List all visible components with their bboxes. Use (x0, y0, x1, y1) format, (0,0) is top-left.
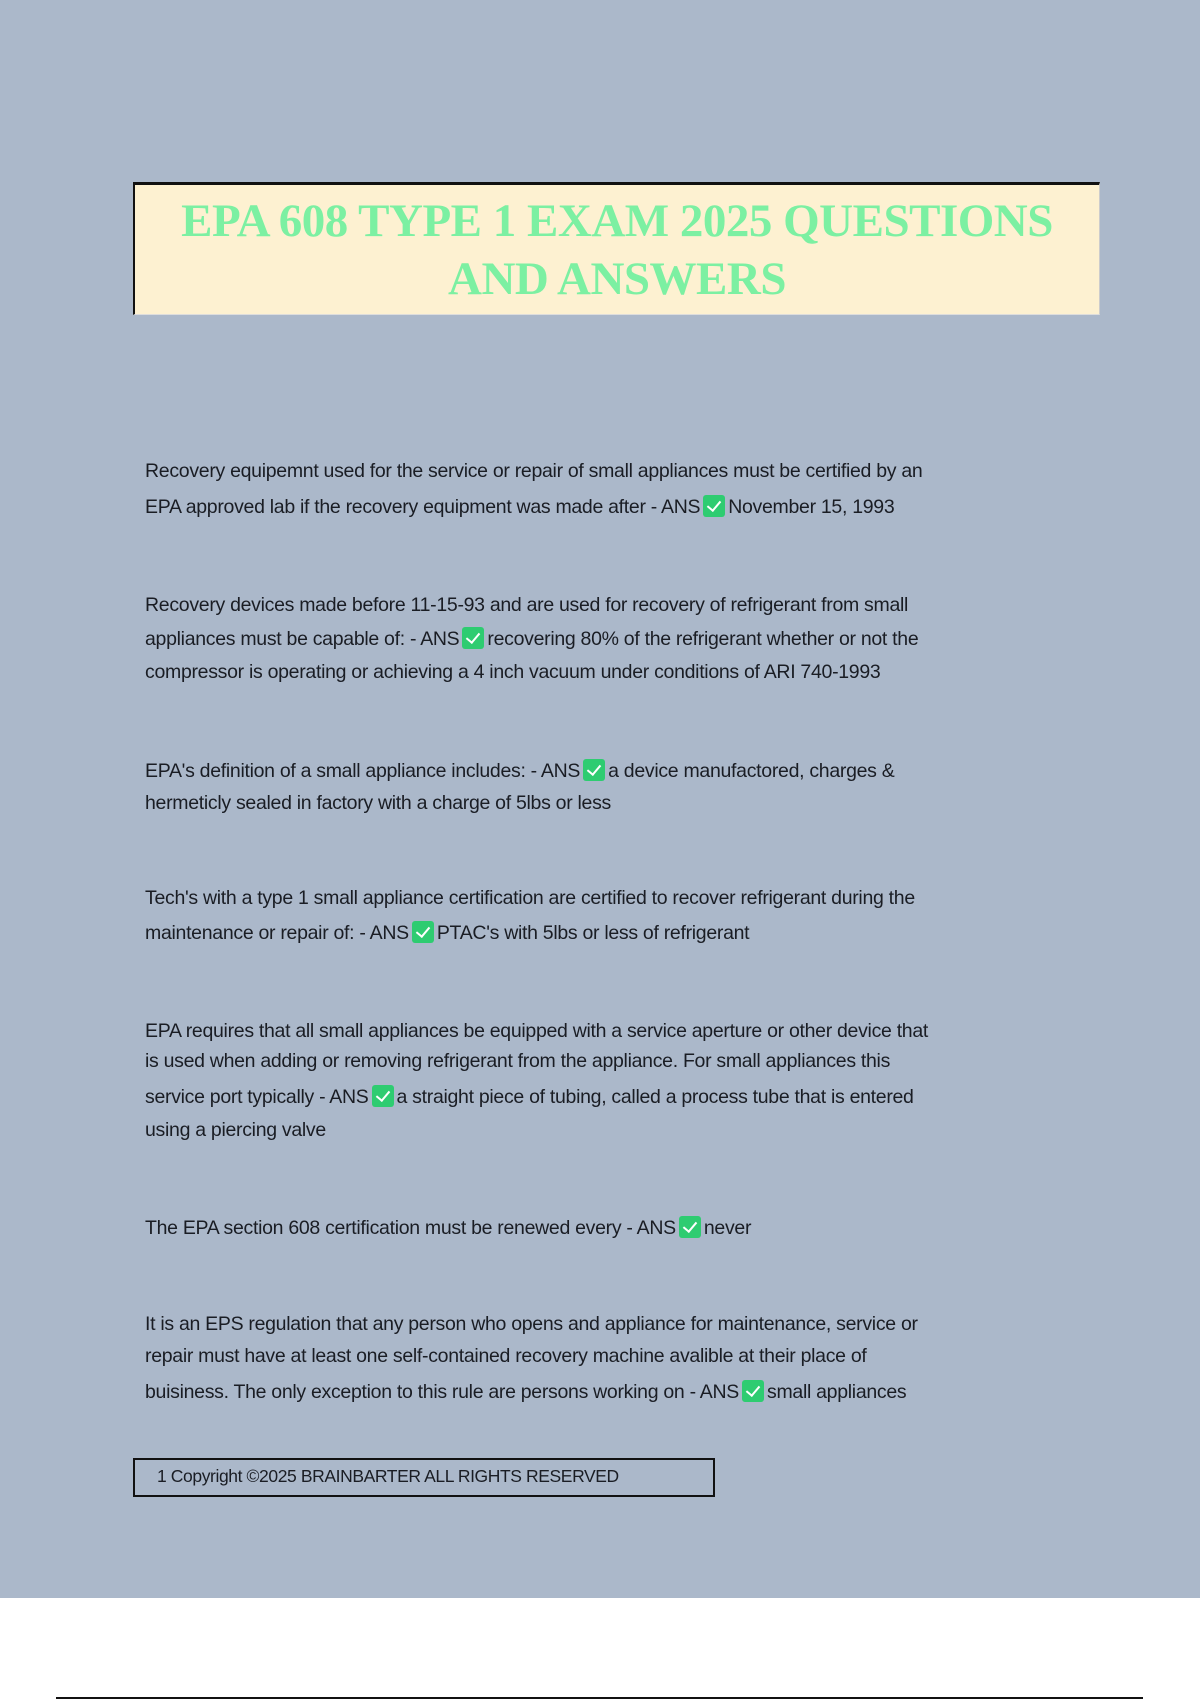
checkmark-icon (742, 1380, 764, 1402)
checkmark-icon (679, 1216, 701, 1238)
page-title-line-2: AND ANSWERS (448, 253, 786, 305)
question-1-answer-line (145, 494, 894, 520)
question-2-answer-line (145, 626, 918, 652)
answer-text: small appliances (767, 1381, 907, 1403)
checkmark-icon (703, 495, 725, 517)
title-banner (133, 182, 1100, 315)
question-5-answer-continued: using a piercing valve (145, 1119, 326, 1141)
question-5-line-1: EPA requires that all small appliances be equipped with a service aperture or other device that (145, 1020, 929, 1042)
answer-text: never (703, 1217, 752, 1239)
question-text: buisiness. The only exception to this rule are persons working on - ANS (145, 1381, 739, 1403)
checkmark-icon (372, 1085, 394, 1107)
question-2-line-1: Recovery devices made before 11-15-93 and are used for recovery of refrigerant from small (145, 594, 909, 616)
question-6-answer-line (145, 1215, 751, 1241)
checkmark-icon (583, 759, 605, 781)
answer-text: recovering 80% of the refrigerant whether or not the (487, 628, 919, 650)
question-text: maintenance or repair of: - ANS (145, 922, 409, 944)
answer-text: November 15, 1993 (728, 496, 895, 518)
copyright-text: 1 Copyright ©2025 BRAINBARTER ALL RIGHTS RESERVED (157, 1466, 619, 1486)
copyright-footer (133, 1458, 715, 1497)
checkmark-icon (462, 627, 484, 649)
question-4-answer-line (145, 920, 749, 946)
question-7-line-1: It is an EPS regulation that any person who opens and appliance for maintenance, service or (145, 1313, 918, 1335)
question-3-answer-continued: hermeticly sealed in factory with a charge of 5lbs or less (145, 792, 611, 814)
answer-text: a device manufactored, charges & (608, 760, 895, 782)
answer-text: PTAC's with 5lbs or less of refrigerant (436, 922, 750, 944)
question-5-line-2: is used when adding or removing refrigerant from the appliance. For small appliances this (145, 1050, 891, 1072)
question-text: The EPA section 608 certification must be renewed every - ANS (145, 1217, 676, 1239)
checkmark-icon (412, 921, 434, 943)
question-1-line-1: Recovery equipemnt used for the service or repair of small appliances must be certified by an (145, 460, 923, 482)
question-3-answer-line (145, 758, 894, 784)
question-4-line-1: Tech's with a type 1 small appliance certification are certified to recover refrigerant during the (145, 887, 915, 909)
question-7-answer-line (145, 1379, 906, 1405)
question-text: appliances must be capable of: - ANS (145, 628, 460, 650)
question-text: EPA approved lab if the recovery equipment was made after - ANS (145, 496, 701, 518)
answer-text: a straight piece of tubing, called a process tube that is entered (396, 1086, 914, 1108)
question-5-answer-line (145, 1084, 914, 1110)
question-text: service port typically - ANS (145, 1086, 369, 1108)
question-7-line-2: repair must have at least one self-contained recovery machine avalible at their place of (145, 1345, 867, 1367)
page-title-line-1: EPA 608 TYPE 1 EXAM 2025 QUESTIONS (181, 195, 1053, 247)
page-divider (56, 1697, 1143, 1699)
question-text: EPA's definition of a small appliance includes: - ANS (145, 760, 581, 782)
question-2-answer-continued: compressor is operating or achieving a 4 inch vacuum under conditions of ARI 740-1993 (145, 661, 881, 683)
